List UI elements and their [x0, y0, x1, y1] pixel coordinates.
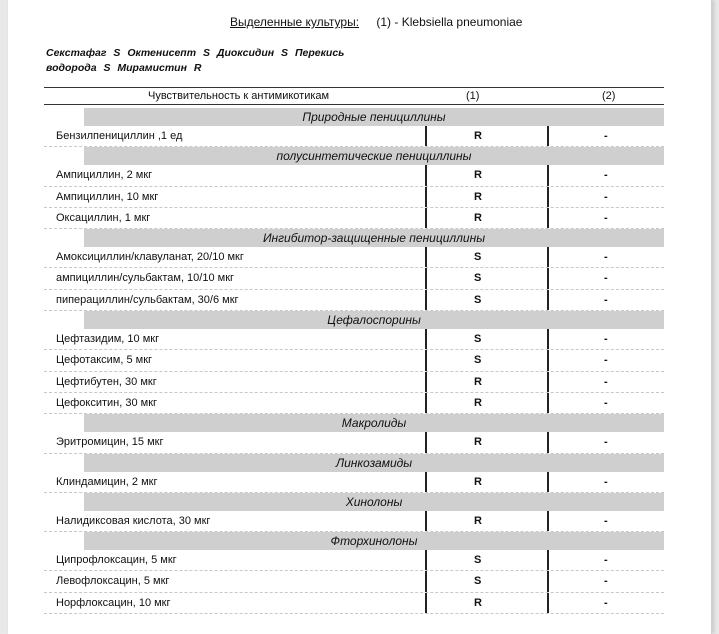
antibiotic-name: Цефотаксим, 5 мкг: [56, 354, 153, 367]
table-row: [44, 511, 664, 532]
result-culture-2: -: [604, 333, 608, 346]
group-header: Хинолоны: [84, 493, 664, 511]
table-row: [44, 432, 664, 453]
result-culture-1: R: [474, 596, 482, 609]
antibiotic-name: Клиндамицин, 2 мкг: [56, 475, 158, 488]
result-culture-2: -: [604, 211, 608, 224]
table-row: [44, 208, 664, 229]
result-culture-1: S: [474, 354, 482, 367]
column-header-1: (1): [466, 90, 480, 102]
result-culture-2: -: [604, 169, 608, 182]
result-culture-1: S: [474, 554, 482, 567]
result-culture-2: -: [604, 596, 608, 609]
column-divider: [425, 165, 427, 185]
column-divider: [547, 571, 549, 591]
column-divider: [547, 208, 549, 228]
antibiotic-name: Ципрофлоксацин, 5 мкг: [56, 554, 177, 567]
table-row: [44, 165, 664, 186]
column-divider: [547, 187, 549, 207]
table-row: [44, 550, 664, 571]
isolated-culture: [230, 15, 522, 29]
result-culture-2: -: [604, 293, 608, 306]
result-culture-1: R: [474, 375, 482, 388]
antibiotic-name: Цефтибутен, 30 мкг: [56, 375, 157, 388]
column-divider: [547, 290, 549, 310]
column-divider: [547, 329, 549, 349]
antibiotic-name: Ампициллин, 10 мкг: [56, 190, 159, 203]
header-bottom-rule: [44, 104, 664, 105]
table-row: [44, 472, 664, 493]
result-culture-2: -: [604, 354, 608, 367]
antiseptic-results: Секстафаг S Октенисепт S Диоксидин S Перекись водорода S Мирамистин R: [46, 47, 345, 74]
group-header: Линкозамиды: [84, 454, 664, 472]
column-divider: [425, 290, 427, 310]
table-top-rule: [44, 87, 664, 88]
result-culture-1: S: [474, 251, 482, 264]
column-divider: [547, 511, 549, 531]
result-culture-2: -: [604, 130, 608, 142]
column-divider: [547, 593, 549, 613]
sensitivity-table: [44, 108, 664, 614]
column-divider: [425, 432, 427, 452]
result-culture-1: R: [474, 211, 482, 224]
column-divider: [425, 593, 427, 613]
group-header: Цефалоспорины: [84, 311, 664, 329]
result-culture-2: -: [604, 575, 608, 588]
column-divider: [425, 208, 427, 228]
column-divider: [547, 372, 549, 392]
antibiotic-name: Эритромицин, 15 мкг: [56, 436, 164, 449]
column-divider: [547, 126, 549, 146]
result-culture-1: R: [474, 436, 482, 449]
table-row: [44, 350, 664, 371]
result-culture-2: -: [604, 190, 608, 203]
table-row: [44, 268, 664, 289]
result-culture-1: R: [474, 190, 482, 203]
column-header-name: Чувствительность к антимикотикам: [148, 90, 330, 102]
table-row: [44, 247, 664, 268]
antibiotic-name: ампициллин/сульбактам, 10/10 мкг: [56, 272, 235, 285]
antibiotic-name: Бензилпенициллин ,1 ед: [56, 130, 183, 142]
result-culture-1: R: [474, 130, 482, 142]
table-row: [44, 187, 664, 208]
column-divider: [547, 550, 549, 570]
antibiotic-name: Амоксициллин/клавуланат, 20/10 мкг: [56, 251, 244, 264]
result-culture-2: -: [604, 514, 608, 527]
column-divider: [425, 393, 427, 413]
result-culture-1: R: [474, 169, 482, 182]
column-header-2: (2): [602, 90, 616, 102]
antibiotic-name: Левофлоксацин, 5 мкг: [56, 575, 170, 588]
result-culture-1: S: [474, 333, 482, 346]
antibiotic-name: Цефокситин, 30 мкг: [56, 396, 158, 409]
group-header: Фторхинолоны: [84, 532, 664, 550]
column-divider: [547, 432, 549, 452]
column-divider: [425, 329, 427, 349]
column-divider: [547, 393, 549, 413]
column-divider: [425, 511, 427, 531]
result-culture-2: -: [604, 251, 608, 264]
table-row: [44, 329, 664, 350]
result-culture-1: S: [474, 272, 482, 285]
result-culture-1: R: [474, 475, 482, 488]
antibiotic-name: Норфлоксацин, 10 мкг: [56, 596, 171, 609]
column-divider: [425, 187, 427, 207]
group-header: Макролиды: [84, 414, 664, 432]
antibiotic-name: Цефтазидим, 10 мкг: [56, 333, 160, 346]
column-divider: [425, 372, 427, 392]
column-divider: [547, 350, 549, 370]
result-culture-1: S: [474, 293, 482, 306]
column-divider: [425, 247, 427, 267]
column-divider: [425, 350, 427, 370]
result-culture-2: -: [604, 554, 608, 567]
result-culture-1: S: [474, 575, 482, 588]
column-divider: [547, 268, 549, 288]
table-row: [44, 593, 664, 614]
column-divider: [425, 126, 427, 146]
column-divider: [547, 165, 549, 185]
group-header: Природные пенициллины: [84, 108, 664, 126]
column-divider: [425, 550, 427, 570]
result-culture-2: -: [604, 396, 608, 409]
column-divider: [425, 472, 427, 492]
antibiotic-name: Налидиксовая кислота, 30 мкг: [56, 514, 211, 527]
group-header: полусинтетические пенициллины: [84, 147, 664, 165]
column-divider: [547, 472, 549, 492]
result-culture-2: -: [604, 272, 608, 285]
result-culture-2: -: [604, 375, 608, 388]
table-row: [44, 126, 664, 147]
culture-label: Выделенные культуры:: [230, 15, 360, 29]
document-page: [8, 0, 712, 634]
table-row: [44, 372, 664, 393]
result-culture-2: -: [604, 475, 608, 488]
antibiotic-name: Оксациллин, 1 мкг: [56, 211, 151, 224]
table-row: [44, 393, 664, 414]
table-row: [44, 290, 664, 311]
culture-value: (1) - Klebsiella pneumoniae: [376, 15, 523, 29]
result-culture-2: -: [604, 436, 608, 449]
column-divider: [547, 247, 549, 267]
table-row: [44, 571, 664, 592]
column-divider: [425, 268, 427, 288]
column-divider: [425, 571, 427, 591]
antibiotic-name: Ампициллин, 2 мкг: [56, 169, 153, 182]
result-culture-1: R: [474, 514, 482, 527]
result-culture-1: R: [474, 396, 482, 409]
antibiotic-name: пиперациллин/сульбактам, 30/6 мкг: [56, 293, 239, 306]
group-header: Ингибитор-защищенные пенициллины: [84, 229, 664, 247]
